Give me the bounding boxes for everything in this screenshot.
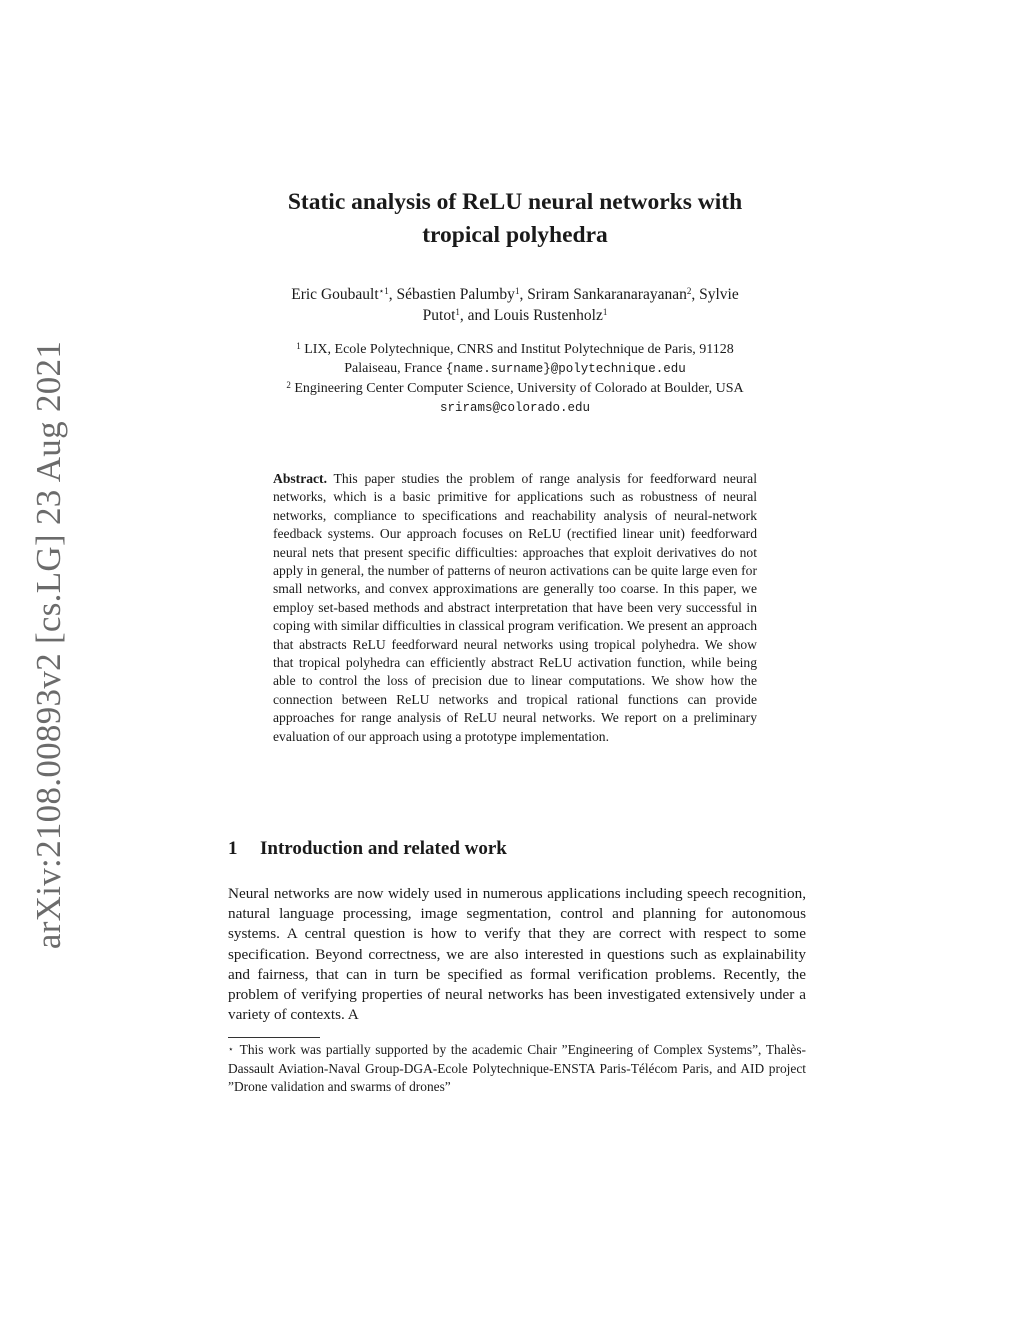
arxiv-identifier: arXiv:2108.00893v2 [cs.LG] 23 Aug 2021 xyxy=(29,340,68,950)
affiliation-mark: 1 xyxy=(296,341,301,351)
author-affiliation-mark: 1 xyxy=(514,286,520,296)
title-line-2: tropical polyhedra xyxy=(422,222,608,248)
affiliation-2-email: srirams@colorado.edu xyxy=(439,401,591,415)
author-line-2 xyxy=(232,305,798,326)
section-body: Neural networks are now widely used in numerous applications including speech recognition, natural language processing, image segmentation, control and planning for autonomous systems. A central question is how to verify that they are correct with respect to some specification. Beyond correctness, we are also interested in questions such as explainability and fairness, that can in turn be specified as formal verification problems. Recently, the problem of verifying properties of neural networks has been investigated extensively under a variety of contexts. A xyxy=(228,885,806,1024)
section-number: 1 xyxy=(228,838,238,859)
author-name: , Sébastien Palumby xyxy=(388,286,515,303)
author-affiliation-mark: ⋆1 xyxy=(378,286,389,296)
footnote xyxy=(228,1041,806,1097)
author-affiliation-mark: 1 xyxy=(455,307,460,317)
affiliation-2-line-1: $^2$ Engineering Center Computer Science, University of Colorado at Boulder, USA xyxy=(286,380,744,396)
affiliation-1-email: {name.surname}@polytechnique.edu xyxy=(445,362,686,376)
arxiv-sidebar xyxy=(29,340,69,950)
author-name: Eric Goubault xyxy=(291,286,379,303)
section-heading xyxy=(228,837,507,861)
abstract-text: This paper studies the problem of range analysis for feedforward neural networks, which is a basic primitive for applications such as robustness of neural networks, compliance to specifications and reachability analysis of neural-network feedback systems. Our approach focuses on ReLU (rectified linear unit) feedforward neural nets that present specific difficulties: approaches that exploit derivatives do not apply in general, the number of patterns of neuron activations can be quite large even for small networks, and convex approximations are generally too coarse. In this paper, we employ set-based methods and abstract interpretation that have been very successful in coping with similar difficulties in classical program verification. We present an approach that abstracts ReLU feedforward neural networks using tropical polyhedra. We show that tropical polyhedra can efficiently abstract ReLU activation function, while being able to control the loss of precision due to linear computations. We show how the connection between ReLU networks and tropical rational functions can provide approaches for range analysis of ReLU neural networks. We report on a preliminary evaluation of our approach using a prototype implementation. xyxy=(273,471,757,744)
author-name: Putot xyxy=(422,307,456,324)
author-name: , and Louis Rustenholz xyxy=(459,307,603,324)
footnote-rule xyxy=(228,1037,320,1038)
author-list xyxy=(232,284,798,326)
title-line-1: Static analysis of ReLU neural networks with xyxy=(287,189,743,215)
abstract xyxy=(273,470,757,746)
affiliation-2-line-2 xyxy=(232,398,798,418)
affiliation-mark: 2 xyxy=(286,380,291,390)
footnote-mark: ⋆ xyxy=(228,1044,234,1054)
author-name: , Sylvie xyxy=(691,286,739,303)
affiliation-1-line-2: Palaiseau, France {name.surname}@polytechnique.edu xyxy=(344,361,686,376)
author-name: , Sriram Sankaranarayanan xyxy=(519,286,687,303)
author-line-1 xyxy=(232,284,798,305)
author-affiliation-mark: 2 xyxy=(686,286,692,296)
affiliation-1-line-1: $^1$ LIX, Ecole Polytechnique, CNRS and Institut Polytechnique de Paris, 91128 xyxy=(296,341,734,357)
section-title: Introduction and related work xyxy=(260,838,507,859)
author-affiliation-mark: 1 xyxy=(602,307,608,317)
footnote-text: This work was partially supported by the academic Chair ”Engineering of Complex Systems”, Thalès-Dassault Aviation-Naval Group-DGA-Ecole Polytechnique-ENSTA Paris-Télécom Paris, and AID project ”Drone validation and swarms of drones” xyxy=(228,1042,806,1095)
paper-title xyxy=(232,186,798,252)
abstract-label: Abstract. xyxy=(273,471,327,486)
affiliations xyxy=(232,340,798,418)
